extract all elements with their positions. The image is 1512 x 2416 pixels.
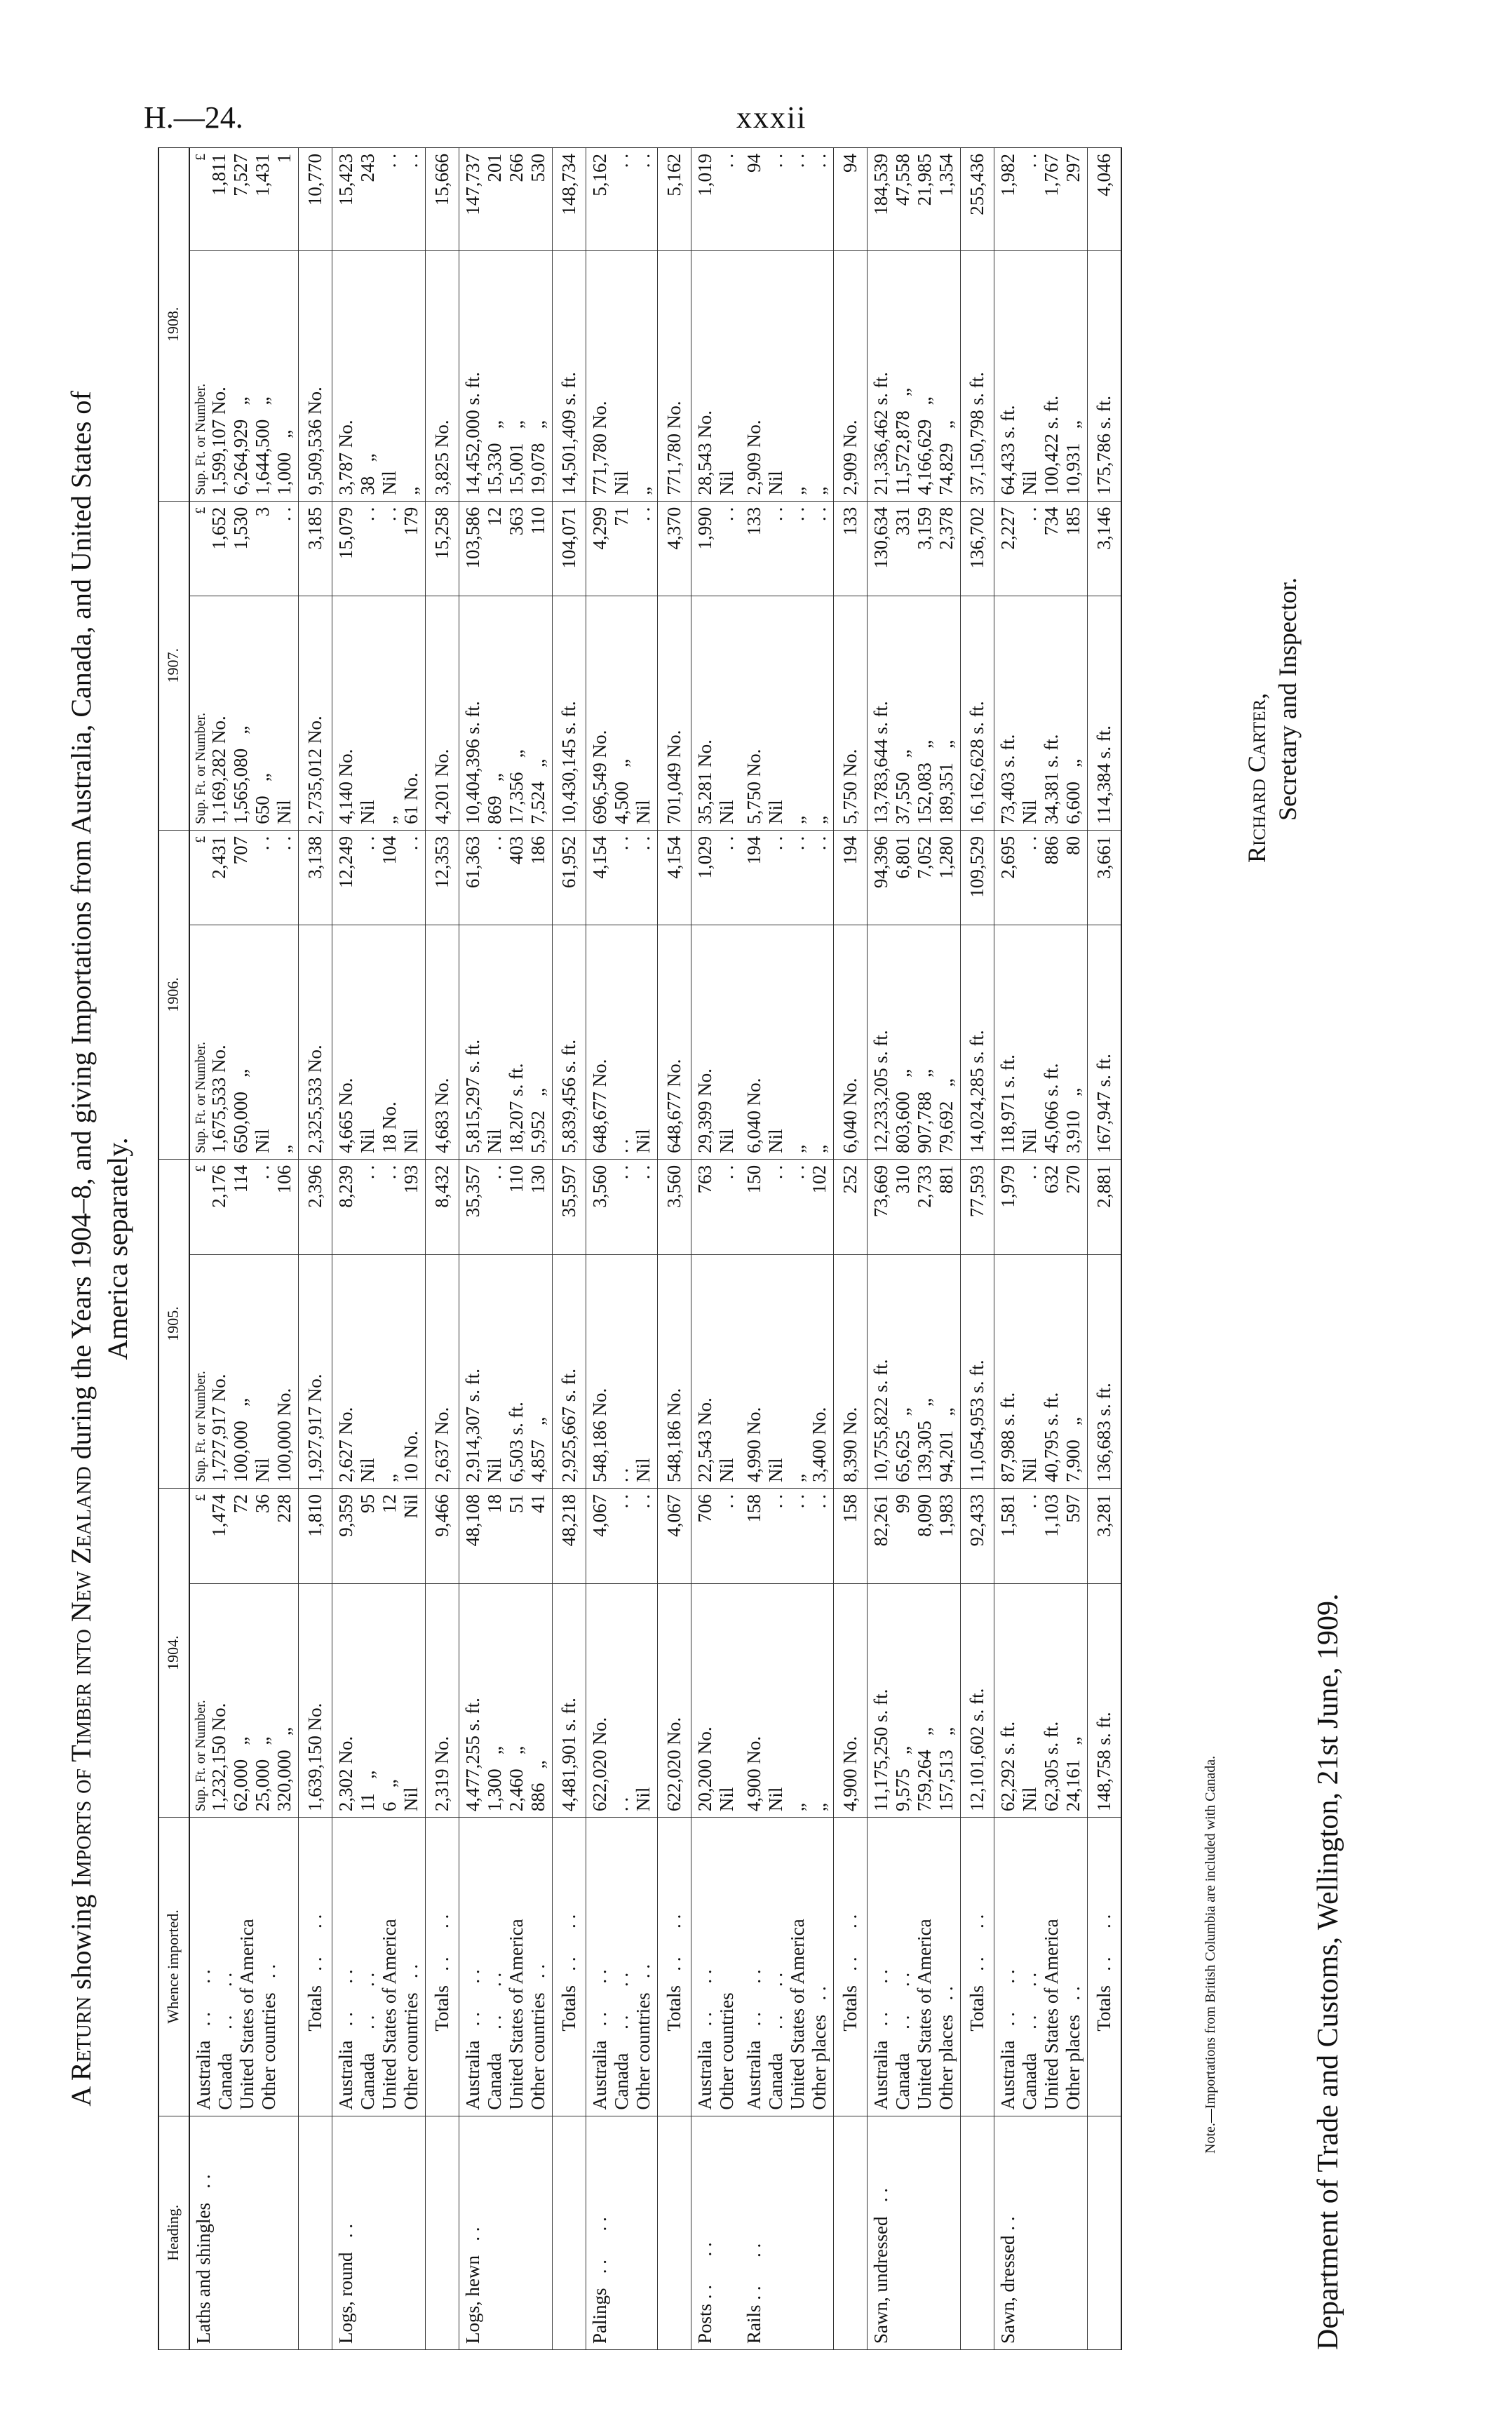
value-cell-1905: 73,669 310 2,733 881	[868, 1159, 961, 1254]
total-value-1907: 15,258	[426, 501, 459, 596]
col-year-1906: 1906.	[158, 830, 189, 1159]
value-values: 1,652 1,530 3 . .	[208, 506, 295, 550]
total-qty-1908: 175,786 s. ft.	[1088, 251, 1122, 501]
total-qty-1904: 12,101,602 s. ft.	[961, 1583, 994, 1817]
qty-values: 1,232,150 No. 62,000 „ 25,000 „ 320,000 „	[208, 1703, 295, 1812]
totals-label: Totals . . . .	[299, 1818, 332, 2116]
total-qty-1904: 4,481,901 s. ft.	[553, 1583, 586, 1817]
row-whence: Australia . . . . Canada . . . . United States of America Other places . .	[741, 1818, 834, 2116]
table-row	[586, 148, 658, 2350]
value-cell-1905: 8,239 . . . . 193	[332, 1159, 426, 1254]
total-value-1908: 148,734	[553, 148, 586, 251]
total-qty-1905: 1,927,917 No.	[299, 1254, 332, 1488]
qty-subheading: Sup. Ft. or Number.	[193, 1371, 208, 1483]
totals-row	[961, 148, 994, 2350]
row-heading: Palings . . . .	[586, 2116, 658, 2349]
total-value-1905: 252	[834, 1159, 868, 1254]
totals-row	[553, 148, 586, 2350]
total-qty-1905: 11,054,953 s. ft.	[961, 1254, 994, 1488]
page-number: xxxii	[736, 100, 807, 135]
table-row	[691, 148, 741, 2350]
total-qty-1905: 548,186 No.	[658, 1254, 691, 1488]
timber-imports-table	[158, 147, 1122, 2350]
col-heading: Heading.	[158, 2116, 189, 2349]
totals-blank	[299, 2116, 332, 2349]
total-value-1908: 5,162	[658, 148, 691, 251]
total-qty-1904: 4,900 No.	[834, 1583, 868, 1817]
qty-values: 1,599,107 No. 6,264,929 „ 1,644,500 „ 1,000 „	[208, 387, 295, 495]
totals-label: Totals . . . .	[834, 1818, 868, 2116]
total-qty-1908: 14,501,409 s. ft.	[553, 251, 586, 501]
total-qty-1907: 701,049 No.	[658, 596, 691, 830]
total-qty-1906: 648,677 No.	[658, 925, 691, 1159]
value-cell-1905: 35,357 . . 110 130	[459, 1159, 553, 1254]
total-value-1905: 35,597	[553, 1159, 586, 1254]
row-whence: Australia . . . . Other countries	[691, 1818, 741, 2116]
table-note: Note.—Importations from British Columbia are included with Canada.	[1203, 1755, 1218, 2154]
row-whence: Australia . . . . Canada . . . . Other countries . .	[586, 1818, 658, 2116]
landscape-page	[35, 133, 1410, 2364]
qty-values: 1,675,533 No. 650,000 „ Nil „	[208, 1045, 295, 1153]
total-qty-1908: 771,780 No.	[658, 251, 691, 501]
qty-cell-1908: 28,543 No. Nil	[691, 251, 741, 501]
value-cell-1906: 2,695 . . 886 80	[994, 830, 1088, 925]
total-qty-1906: 167,947 s. ft.	[1088, 925, 1122, 1159]
total-qty-1905: 136,683 s. ft.	[1088, 1254, 1122, 1488]
row-heading: Posts . . . .	[691, 2116, 741, 2349]
qty-cell-1904: 20,200 No. Nil	[691, 1583, 741, 1817]
row-heading: Logs, hewn . .	[459, 2116, 553, 2349]
value-cell-1908: 1,019 . .	[691, 148, 741, 251]
totals-label: Totals . . . .	[426, 1818, 459, 2116]
total-qty-1904: 622,020 No.	[658, 1583, 691, 1817]
value-cell-1905: 1,979 . . 632 270	[994, 1159, 1088, 1254]
value-cell-1906: 1,029 . .	[691, 830, 741, 925]
table-header	[158, 148, 189, 2350]
table-row	[741, 148, 834, 2350]
col-year-1907: 1907.	[158, 501, 189, 830]
value-cell-1907: 4,299 71 . .	[586, 501, 658, 596]
qty-cell-1906: 118,971 s. ft. Nil 45,066 s. ft. 3,910 „	[994, 925, 1088, 1159]
total-value-1904: 1,810	[299, 1489, 332, 1584]
qty-subheading: Sup. Ft. or Number.	[193, 383, 208, 495]
total-value-1907: 3,185	[299, 501, 332, 596]
qty-cell-1908: 3,787 No. 38 „ Nil „	[332, 251, 426, 501]
qty-cell-1908: 64,433 s. ft. Nil 100,422 s. ft. 10,931 „	[994, 251, 1088, 501]
qty-cell-1904: 4,477,255 s. ft. 1,300 „ 2,460 „ 886 „	[459, 1583, 553, 1817]
totals-row	[426, 148, 459, 2350]
qty-cell-1905: 4,990 No. Nil „ 3,400 No.	[741, 1254, 834, 1488]
signature	[1241, 577, 1303, 863]
total-value-1908: 15,666	[426, 148, 459, 251]
pound-subheading: £	[193, 835, 208, 843]
row-whence: Australia . . . . Canada . . . . United States of America Other countries . .	[189, 1818, 299, 2116]
table-row	[868, 148, 961, 2350]
total-value-1906: 3,138	[299, 830, 332, 925]
total-value-1905: 77,593	[961, 1159, 994, 1254]
value-values: 2,431 707 . . . .	[208, 835, 295, 879]
total-value-1904: 3,281	[1088, 1489, 1122, 1584]
total-value-1906: 4,154	[658, 830, 691, 925]
total-qty-1904: 2,319 No.	[426, 1583, 459, 1817]
value-cell-1905: 763 . .	[691, 1159, 741, 1254]
value-cell-1906: 61,363 . . 403 186	[459, 830, 553, 925]
table-row	[189, 148, 299, 2350]
row-heading: Sawn, undressed . .	[868, 2116, 961, 2349]
col-whence: Whence imported.	[158, 1818, 189, 2116]
pound-subheading: £	[193, 506, 208, 514]
total-qty-1906: 4,683 No.	[426, 925, 459, 1159]
qty-cell-1906: 5,815,297 s. ft. Nil 18,207 s. ft. 5,952 „	[459, 925, 553, 1159]
qty-cell-1906: 4,665 No. Nil 18 No. Nil	[332, 925, 426, 1159]
value-cell-1904	[189, 1489, 299, 1584]
total-qty-1907: 5,750 No.	[834, 596, 868, 830]
qty-cell-1907: 13,783,644 s. ft. 37,550 „ 152,083 „ 189,351 „	[868, 596, 961, 830]
value-cell-1908: 15,423 243 . . . .	[332, 148, 426, 251]
value-cell-1904: 4,067 . . . .	[586, 1489, 658, 1584]
row-heading: Logs, round . .	[332, 2116, 426, 2349]
value-cell-1905: 150 . . . . 102	[741, 1159, 834, 1254]
value-cell-1906: 12,249 . . 104 . .	[332, 830, 426, 925]
qty-cell-1905: 87,988 s. ft. Nil 40,795 s. ft. 7,900 „	[994, 1254, 1088, 1488]
col-year-1905: 1905.	[158, 1159, 189, 1488]
table-row	[332, 148, 426, 2350]
total-value-1904: 9,466	[426, 1489, 459, 1584]
department-line: Department of Trade and Customs, Wellington, 21st June, 1909.	[1312, 1593, 1344, 2350]
qty-subheading: Sup. Ft. or Number.	[193, 712, 208, 824]
total-value-1906: 3,661	[1088, 830, 1122, 925]
qty-cell-1907: 10,404,396 s. ft. 869 „ 17,356 „ 7,524 „	[459, 596, 553, 830]
value-cell-1908: 1,982 . . 1,767 297	[994, 148, 1088, 251]
value-values: 1,474 72 36 228	[208, 1494, 295, 1537]
total-value-1905: 8,432	[426, 1159, 459, 1254]
qty-cell-1905	[189, 1254, 299, 1488]
totals-blank	[426, 2116, 459, 2349]
total-qty-1906: 6,040 No.	[834, 925, 868, 1159]
value-cell-1904: 9,359 95 12 Nil	[332, 1489, 426, 1584]
qty-cell-1908: 771,780 No. Nil „	[586, 251, 658, 501]
value-cell-1905: 3,560 . . . .	[586, 1159, 658, 1254]
totals-row	[658, 148, 691, 2350]
totals-blank	[834, 2116, 868, 2349]
value-cell-1907: 2,227 . . 734 185	[994, 501, 1088, 596]
signature-role: Secretary and Inspector.	[1274, 577, 1302, 821]
totals-label: Totals . . . .	[1088, 1818, 1122, 2116]
row-heading: Sawn, dressed . .	[994, 2116, 1088, 2349]
col-year-1904: 1904.	[158, 1489, 189, 1818]
total-qty-1907: 2,735,012 No.	[299, 596, 332, 830]
value-cell-1908: 184,539 47,558 21,985 1,354	[868, 148, 961, 251]
total-qty-1905: 2,637 No.	[426, 1254, 459, 1488]
value-cell-1907: 133 . . . . . .	[741, 501, 834, 596]
total-value-1904: 158	[834, 1489, 868, 1584]
value-cell-1906	[189, 830, 299, 925]
qty-cell-1906: 648,677 No. . . Nil	[586, 925, 658, 1159]
row-heading: Rails . . . .	[741, 2116, 834, 2349]
value-cell-1908: 5,162 . . . .	[586, 148, 658, 251]
pound-subheading: £	[193, 154, 208, 161]
total-value-1906: 61,952	[553, 830, 586, 925]
qty-cell-1906: 12,233,205 s. ft. 803,600 „ 907,788 „ 79,692 „	[868, 925, 961, 1159]
qty-cell-1904: 4,900 No. Nil „ „	[741, 1583, 834, 1817]
value-cell-1908: 147,737 201 266 530	[459, 148, 553, 251]
value-cell-1906: 4,154 . . . .	[586, 830, 658, 925]
qty-cell-1907: 4,140 No. Nil „ 61 No.	[332, 596, 426, 830]
totals-row	[299, 148, 332, 2350]
qty-cell-1905: 22,543 No. Nil	[691, 1254, 741, 1488]
value-cell-1907	[189, 501, 299, 596]
total-value-1905: 3,560	[658, 1159, 691, 1254]
total-value-1907: 133	[834, 501, 868, 596]
total-qty-1907: 10,430,145 s. ft.	[553, 596, 586, 830]
totals-label: Totals . . . .	[553, 1818, 586, 2116]
totals-blank	[553, 2116, 586, 2349]
value-cell-1904: 706 . .	[691, 1489, 741, 1584]
value-cell-1908: 94 . . . . . .	[741, 148, 834, 251]
value-cell-1908	[189, 148, 299, 251]
col-year-1908: 1908.	[158, 148, 189, 502]
qty-cell-1905: 10,755,822 s. ft. 65,625 „ 139,305 „ 94,201 „	[868, 1254, 961, 1488]
total-value-1904: 4,067	[658, 1489, 691, 1584]
qty-cell-1906: 29,399 No. Nil	[691, 925, 741, 1159]
total-value-1908: 94	[834, 148, 868, 251]
qty-cell-1908: 2,909 No. Nil „ „	[741, 251, 834, 501]
value-cell-1907: 15,079 . . . . 179	[332, 501, 426, 596]
total-value-1908: 4,046	[1088, 148, 1122, 251]
qty-values: 1,169,282 No. 1,565,080 „ 650 „ Nil	[208, 716, 295, 824]
qty-cell-1904: 2,302 No. 11 „ 6 „ Nil	[332, 1583, 426, 1817]
signature-name: Richard Carter,	[1243, 692, 1271, 863]
qty-cell-1907: 35,281 No. Nil	[691, 596, 741, 830]
row-whence: Australia . . . . Canada . . . . United States of America Other countries . .	[459, 1818, 553, 2116]
qty-subheading: Sup. Ft. or Number.	[193, 1042, 208, 1153]
table-row	[459, 148, 553, 2350]
value-cell-1905	[189, 1159, 299, 1254]
value-cell-1907: 130,634 331 3,159 2,378	[868, 501, 961, 596]
total-value-1907: 4,370	[658, 501, 691, 596]
value-values: 1,811 7,527 1,431 1	[208, 154, 295, 196]
total-value-1906: 194	[834, 830, 868, 925]
qty-cell-1904: 622,020 No. . . Nil	[586, 1583, 658, 1817]
qty-cell-1904: 11,175,250 s. ft. 9,575 „ 759,264 „ 157,513 „	[868, 1583, 961, 1817]
pound-subheading: £	[193, 1165, 208, 1172]
value-cell-1904: 82,261 99 8,090 1,983	[868, 1489, 961, 1584]
qty-cell-1905: 548,186 No. . . Nil	[586, 1254, 658, 1488]
qty-cell-1908: 14,452,000 s. ft. 15,330 „ 15,001 „ 19,078 „	[459, 251, 553, 501]
total-qty-1908: 9,509,536 No.	[299, 251, 332, 501]
total-value-1905: 2,396	[299, 1159, 332, 1254]
value-cell-1904: 1,581 . . 1,103 597	[994, 1489, 1088, 1584]
qty-cell-1904: 62,292 s. ft. Nil 62,305 s. ft. 24,161 „	[994, 1583, 1088, 1817]
total-qty-1907: 114,384 s. ft.	[1088, 596, 1122, 830]
qty-cell-1907: 5,750 No. Nil „ „	[741, 596, 834, 830]
value-cell-1907: 103,586 12 363 110	[459, 501, 553, 596]
value-cell-1907: 1,990 . .	[691, 501, 741, 596]
total-value-1906: 12,353	[426, 830, 459, 925]
qty-cell-1905: 2,914,307 s. ft. Nil 6,503 s. ft. 4,857 „	[459, 1254, 553, 1488]
totals-blank	[961, 2116, 994, 2349]
value-values: 2,176 114 . . 106	[208, 1165, 295, 1208]
value-cell-1906: 94,396 6,801 7,052 1,280	[868, 830, 961, 925]
qty-cell-1908: 21,336,462 s. ft. 11,572,878 „ 4,166,629 „ 74,829 „	[868, 251, 961, 501]
total-value-1908: 255,436	[961, 148, 994, 251]
value-cell-1904: 48,108 18 51 41	[459, 1489, 553, 1584]
total-qty-1908: 2,909 No.	[834, 251, 868, 501]
qty-cell-1906: 6,040 No. Nil „ „	[741, 925, 834, 1159]
totals-blank	[658, 2116, 691, 2349]
table-row	[994, 148, 1088, 2350]
qty-values: 1,727,917 No. 100,000 „ Nil 100,000 No.	[208, 1374, 295, 1483]
qty-cell-1905: 2,627 No. Nil „ 10 No.	[332, 1254, 426, 1488]
total-value-1908: 10,770	[299, 148, 332, 251]
total-qty-1907: 4,201 No.	[426, 596, 459, 830]
totals-label: Totals . . . .	[961, 1818, 994, 2116]
qty-cell-1907: 73,403 s. ft. Nil 34,381 s. ft. 6,600 „	[994, 596, 1088, 830]
qty-cell-1904	[189, 1583, 299, 1817]
total-qty-1906: 2,325,533 No.	[299, 925, 332, 1159]
row-whence: Australia . . . . Canada . . . . United States of America Other places . .	[994, 1818, 1088, 2116]
total-value-1907: 104,071	[553, 501, 586, 596]
pound-subheading: £	[193, 1494, 208, 1502]
total-value-1907: 3,146	[1088, 501, 1122, 596]
qty-subheading: Sup. Ft. or Number.	[193, 1700, 208, 1812]
total-qty-1904: 148,758 s. ft.	[1088, 1583, 1122, 1817]
total-qty-1906: 5,839,456 s. ft.	[553, 925, 586, 1159]
value-cell-1904: 158 . . . . . .	[741, 1489, 834, 1584]
qty-cell-1906	[189, 925, 299, 1159]
total-qty-1908: 37,150,798 s. ft.	[961, 251, 994, 501]
total-qty-1906: 14,024,285 s. ft.	[961, 925, 994, 1159]
qty-cell-1908	[189, 251, 299, 501]
total-qty-1905: 8,390 No.	[834, 1254, 868, 1488]
row-heading: Laths and shingles . .	[189, 2116, 299, 2349]
totals-label: Totals . . . .	[658, 1818, 691, 2116]
total-value-1904: 92,433	[961, 1489, 994, 1584]
total-value-1907: 136,702	[961, 501, 994, 596]
total-value-1904: 48,218	[553, 1489, 586, 1584]
total-qty-1907: 16,162,628 s. ft.	[961, 596, 994, 830]
total-qty-1905: 2,925,667 s. ft.	[553, 1254, 586, 1488]
total-value-1906: 109,529	[961, 830, 994, 925]
qty-cell-1907	[189, 596, 299, 830]
qty-cell-1907: 696,549 No. 4,500 „ Nil	[586, 596, 658, 830]
total-qty-1904: 1,639,150 No.	[299, 1583, 332, 1817]
row-whence: Australia . . . . Canada . . . . United States of America Other countries . .	[332, 1818, 426, 2116]
total-value-1905: 2,881	[1088, 1159, 1122, 1254]
row-whence: Australia . . . . Canada . . . . United States of America Other places . .	[868, 1818, 961, 2116]
totals-row	[1088, 148, 1122, 2350]
total-qty-1908: 3,825 No.	[426, 251, 459, 501]
totals-row	[834, 148, 868, 2350]
value-cell-1906: 194 . . . . . .	[741, 830, 834, 925]
document-title: A Return showing Imports of Timber into New Zealand during the Years 1904–8, and giving Importations from Australia, Canada, and United States of America separately.	[65, 391, 133, 2107]
totals-blank	[1088, 2116, 1122, 2349]
page-code: H.—24.	[144, 100, 243, 135]
